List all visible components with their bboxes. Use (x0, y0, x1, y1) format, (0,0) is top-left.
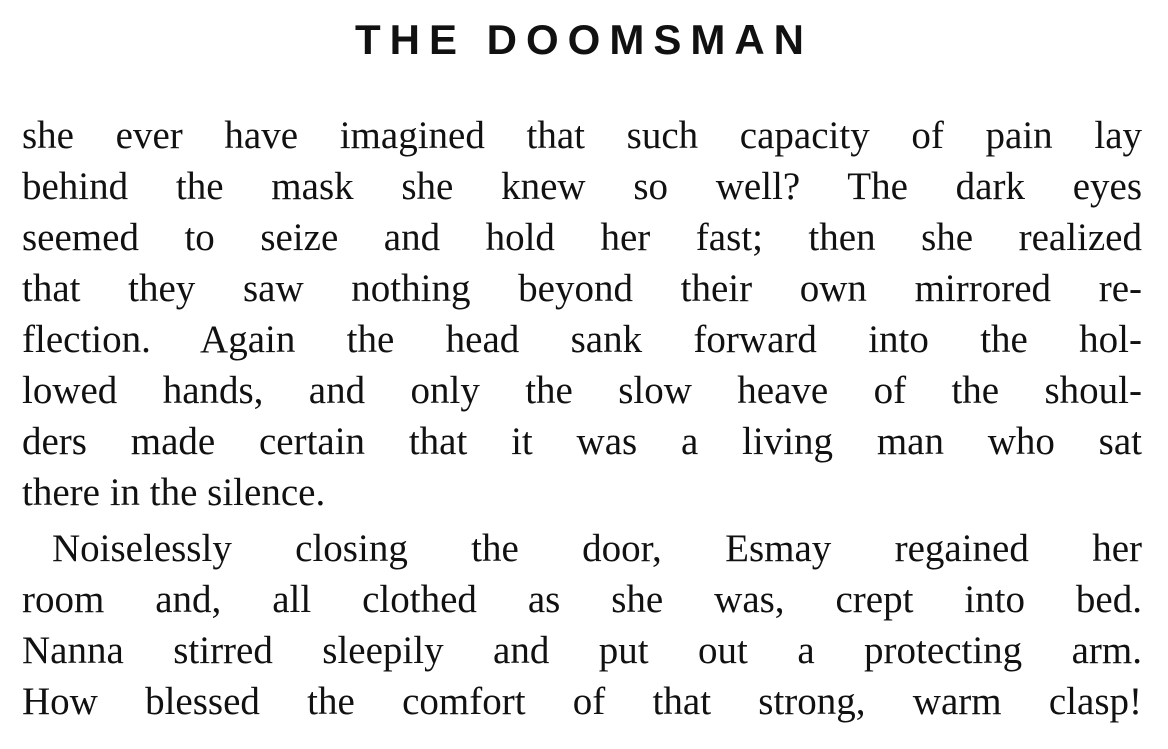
text-line: lowed hands, and only the slow heave of the shoul- (22, 369, 1142, 412)
text-line: behind the mask she knew so well? The dark eyes (22, 165, 1142, 208)
text-line: Nanna stirred sleepily and put out a protecting arm. (22, 629, 1142, 672)
text-line: ders made certain that it was a living man who sat (22, 420, 1142, 463)
text-line: room and, all clothed as she was, crept into bed. (22, 578, 1142, 621)
body-text (22, 110, 1142, 727)
paragraph (22, 523, 1142, 727)
text-line: she ever have imagined that such capacity of pain lay (22, 114, 1142, 157)
running-head: THE DOOMSMAN (355, 16, 813, 63)
text-line: seemed to seize and hold her fast; then she realized (22, 216, 1142, 259)
text-line: Noiselessly closing the door, Esmay regained her (52, 527, 1142, 570)
text-line: How blessed the comfort of that strong, warm clasp! (22, 680, 1142, 723)
text-line: flection. Again the head sank forward into the hol- (22, 318, 1142, 361)
text-line: there in the silence. (22, 471, 326, 514)
paragraph (22, 110, 1142, 518)
text-line: that they saw nothing beyond their own mirrored re- (22, 267, 1142, 310)
